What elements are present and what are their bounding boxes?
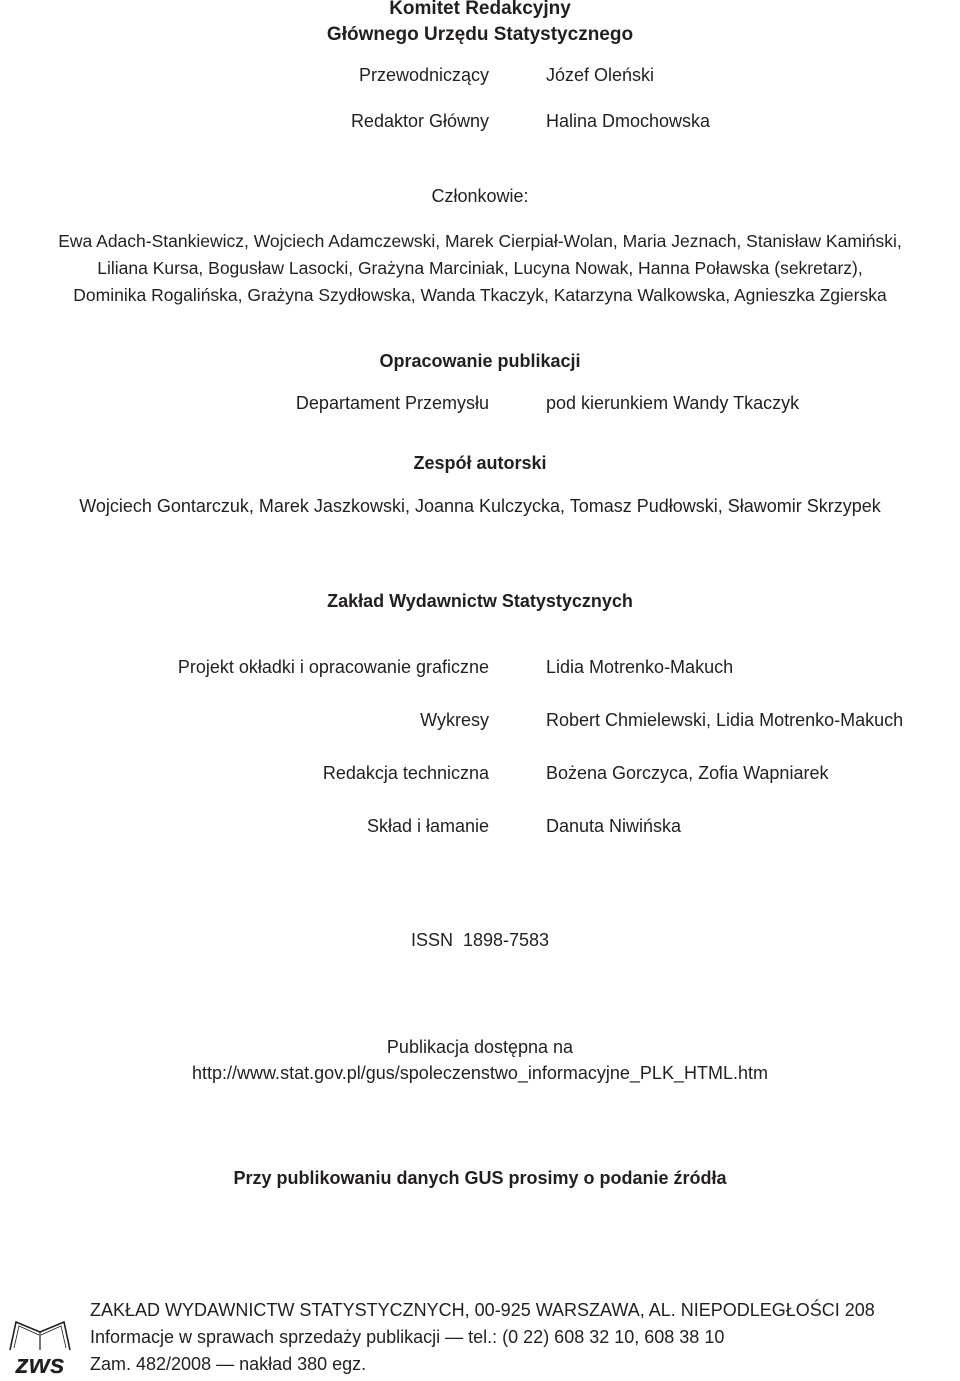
credit-value: Lidia Motrenko-Makuch — [546, 657, 734, 677]
credit-label: Projekt okładki i opracowanie graficzne — [177, 657, 489, 677]
footer-address: ZAKŁAD WYDAWNICTW STATYSTYCZNYCH, 00-925 WARSZAWA, AL. NIEPODLEGŁOŚCI 208 — [90, 1300, 875, 1320]
credit-value: Robert Chmielewski, Lidia Motrenko-Makuch — [546, 710, 904, 730]
publisher-heading: Zakład Wydawnictw Statystycznych — [327, 591, 633, 611]
availability-url[interactable]: http://www.stat.gov.pl/gus/spoleczenstwo_informacyjne_PLK_HTML.htm — [192, 1063, 768, 1083]
credit-value: Bożena Gorczyca, Zofia Wapniarek — [546, 763, 829, 783]
logo-text: zws — [15, 1349, 65, 1376]
issn-number: ISSN 1898-7583 — [410, 930, 550, 950]
availability-text: Publikacja dostępna na — [386, 1037, 574, 1057]
source-notice: Przy publikowaniu danych GUS prosimy o podanie źródła — [233, 1168, 727, 1188]
footer-sales-info: Informacje w sprawach sprzedaży publikacji — tel.: (0 22) 608 32 10, 608 38 10 — [90, 1327, 725, 1347]
members-line: Dominika Rogalińska, Grażyna Szydłowska, Wanda Tkaczyk, Katarzyna Walkowska, Agnieszka Zgierska — [73, 285, 887, 305]
footer-order-info: Zam. 482/2008 — nakład 380 egz. — [90, 1354, 367, 1374]
members-line: Liliana Kursa, Bogusław Lasocki, Grażyna Marciniak, Lucyna Nowak, Hanna Poławska (sekretarz), — [97, 258, 863, 278]
department-name: Departament Przemysłu — [295, 393, 489, 413]
chair-label: Przewodniczący — [358, 65, 489, 85]
zws-logo — [2, 1318, 78, 1376]
members-line: Ewa Adach-Stankiewicz, Wojciech Adamczewski, Marek Cierpiał-Wolan, Maria Jeznach, Stanisław Kamiński, — [58, 231, 902, 251]
credit-label: Redakcja techniczna — [322, 763, 489, 783]
members-label: Członkowie: — [431, 186, 529, 206]
committee-title-line1: Komitet Redakcyjny — [389, 0, 571, 19]
preparation-heading: Opracowanie publikacji — [379, 351, 581, 371]
authors-names: Wojciech Gontarczuk, Marek Jaszkowski, Joanna Kulczycka, Tomasz Pudłowski, Sławomir Skrzypek — [79, 496, 881, 516]
committee-title-line2: Głównego Urzędu Statystycznego — [326, 24, 634, 45]
supervision-text: pod kierunkiem Wandy Tkaczyk — [546, 393, 800, 413]
credit-value: Danuta Niwińska — [546, 816, 682, 836]
chair-name: Józef Oleński — [546, 65, 655, 85]
editor-name: Halina Dmochowska — [546, 111, 711, 131]
editor-label: Redaktor Główny — [350, 111, 489, 131]
credit-label: Wykresy — [420, 710, 489, 730]
authors-heading: Zespół autorski — [413, 453, 547, 473]
credit-label: Skład i łamanie — [366, 816, 489, 836]
